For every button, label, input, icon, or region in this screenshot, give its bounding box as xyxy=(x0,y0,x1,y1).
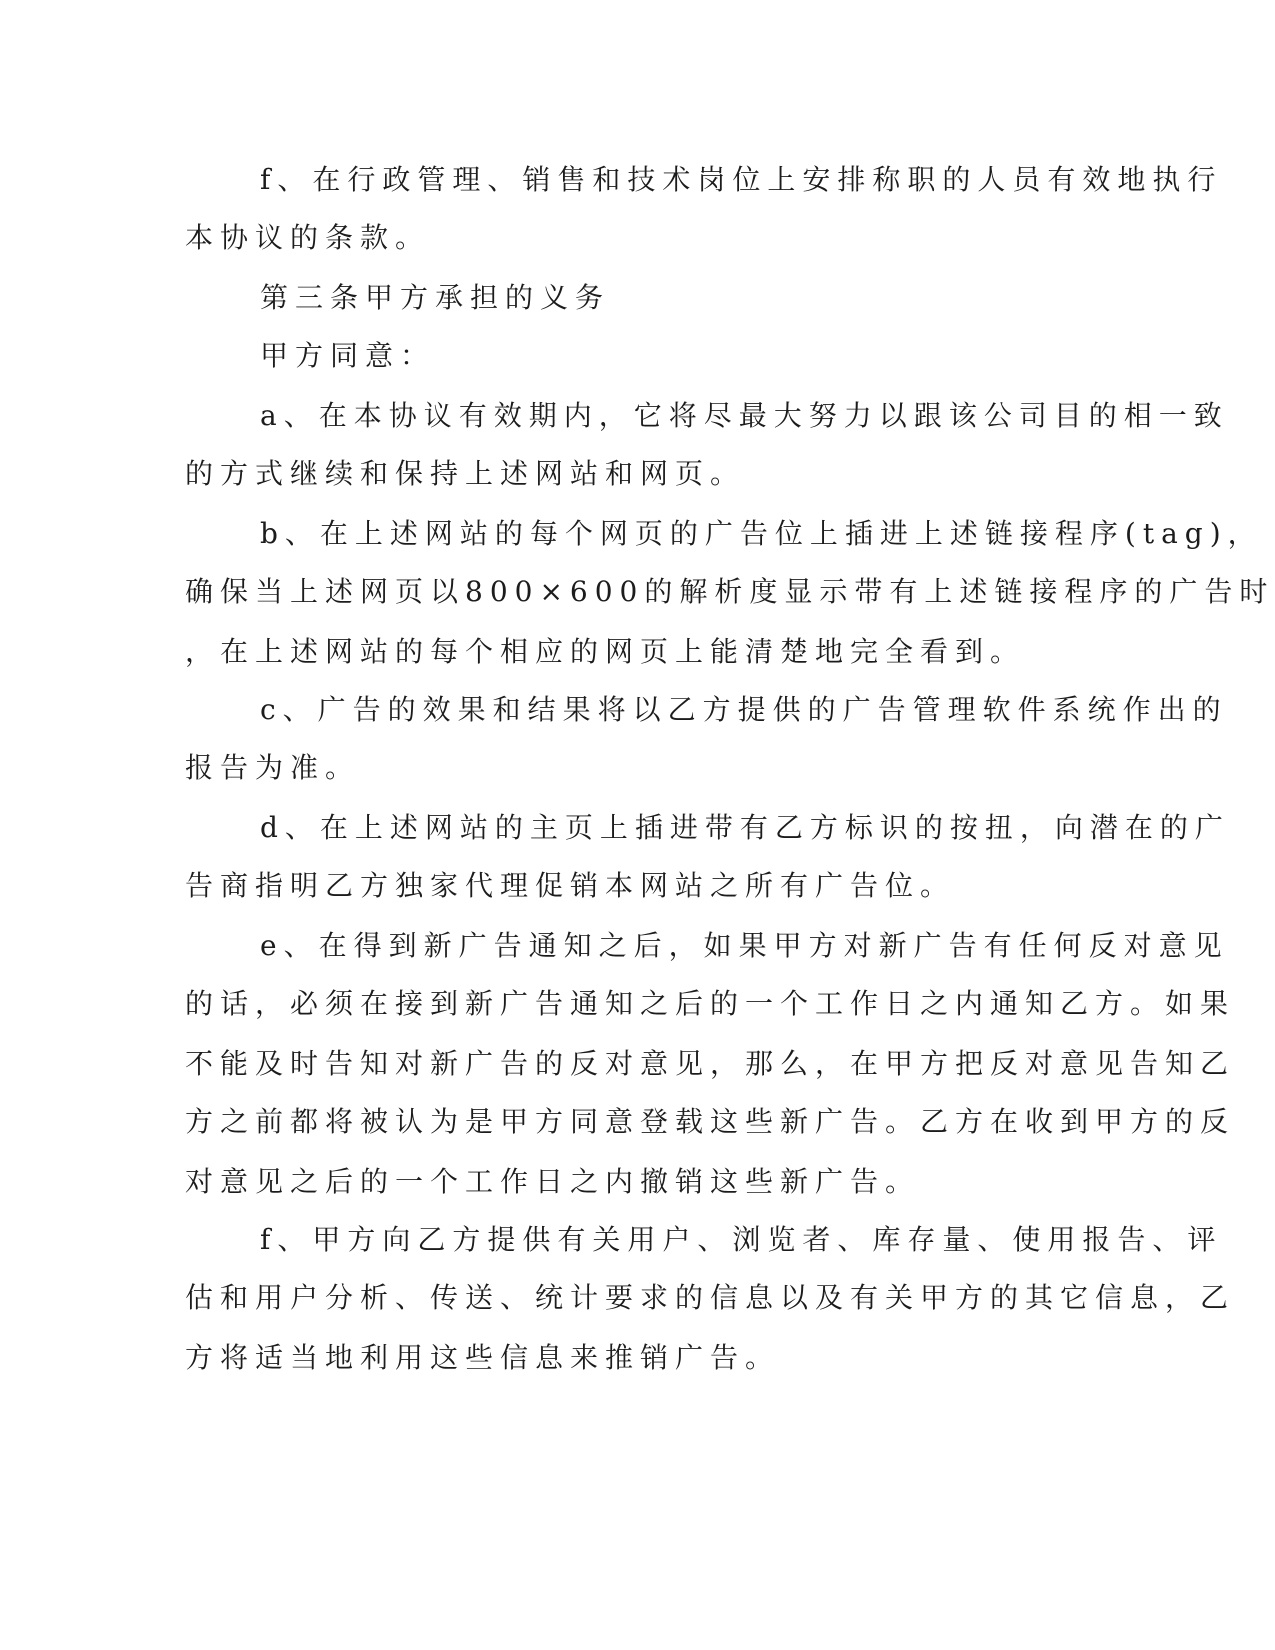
clause-e-line-5: 对意见之后的一个工作日之内撤销这些新广告。 xyxy=(185,1165,921,1198)
clause-d-line-1: d、在上述网站的主页上插进带有乙方标识的按扭，向潜在的广 xyxy=(260,811,1230,844)
clause-e-line-3: 不能及时告知对新广告的反对意见，那么，在甲方把反对意见告知乙 xyxy=(185,1047,1236,1080)
clause-a-line-1: a、在本协议有效期内，它将尽最大努力以跟该公司目的相一致 xyxy=(260,399,1229,432)
clause-a-line-2: 的方式继续和保持上述网站和网页。 xyxy=(185,457,746,490)
clause-f-line-2: 估和用户分析、传送、统计要求的信息以及有关甲方的其它信息，乙 xyxy=(185,1281,1236,1314)
clause-d-line-2: 告商指明乙方独家代理促销本网站之所有广告位。 xyxy=(185,869,956,902)
clause-e-line-2: 的话，必须在接到新广告通知之后的一个工作日之内通知乙方。如果 xyxy=(185,987,1236,1020)
clause-e-line-4: 方之前都将被认为是甲方同意登载这些新广告。乙方在收到甲方的反 xyxy=(185,1105,1236,1138)
clause-c-line-1: c、广告的效果和结果将以乙方提供的广告管理软件系统作出的 xyxy=(260,693,1228,726)
clause-e-line-1: e、在得到新广告通知之后，如果甲方对新广告有任何反对意见 xyxy=(260,929,1229,962)
clause-b-line-1: b、在上述网站的每个网页的广告位上插进上述链接程序(tag)， xyxy=(260,517,1263,550)
clause-b-line-2: 确保当上述网页以800×600的解析度显示带有上述链接程序的广告时 xyxy=(185,575,1275,608)
clause-c-line-2: 报告为准。 xyxy=(185,751,361,784)
clause-b-line-3: ，在上述网站的每个相应的网页上能清楚地完全看到。 xyxy=(185,635,1026,668)
clause-f-provider-line-1: f、在行政管理、销售和技术岗位上安排称职的人员有效地执行 xyxy=(260,163,1223,196)
article-3-heading: 第三条甲方承担的义务 xyxy=(260,281,611,314)
clause-f-provider-line-2: 本协议的条款。 xyxy=(185,221,431,254)
clause-f-line-3: 方将适当地利用这些信息来推销广告。 xyxy=(185,1341,781,1374)
party-a-agrees: 甲方同意： xyxy=(260,339,436,372)
clause-f-line-1: f、甲方向乙方提供有关用户、浏览者、库存量、使用报告、评 xyxy=(260,1223,1223,1256)
